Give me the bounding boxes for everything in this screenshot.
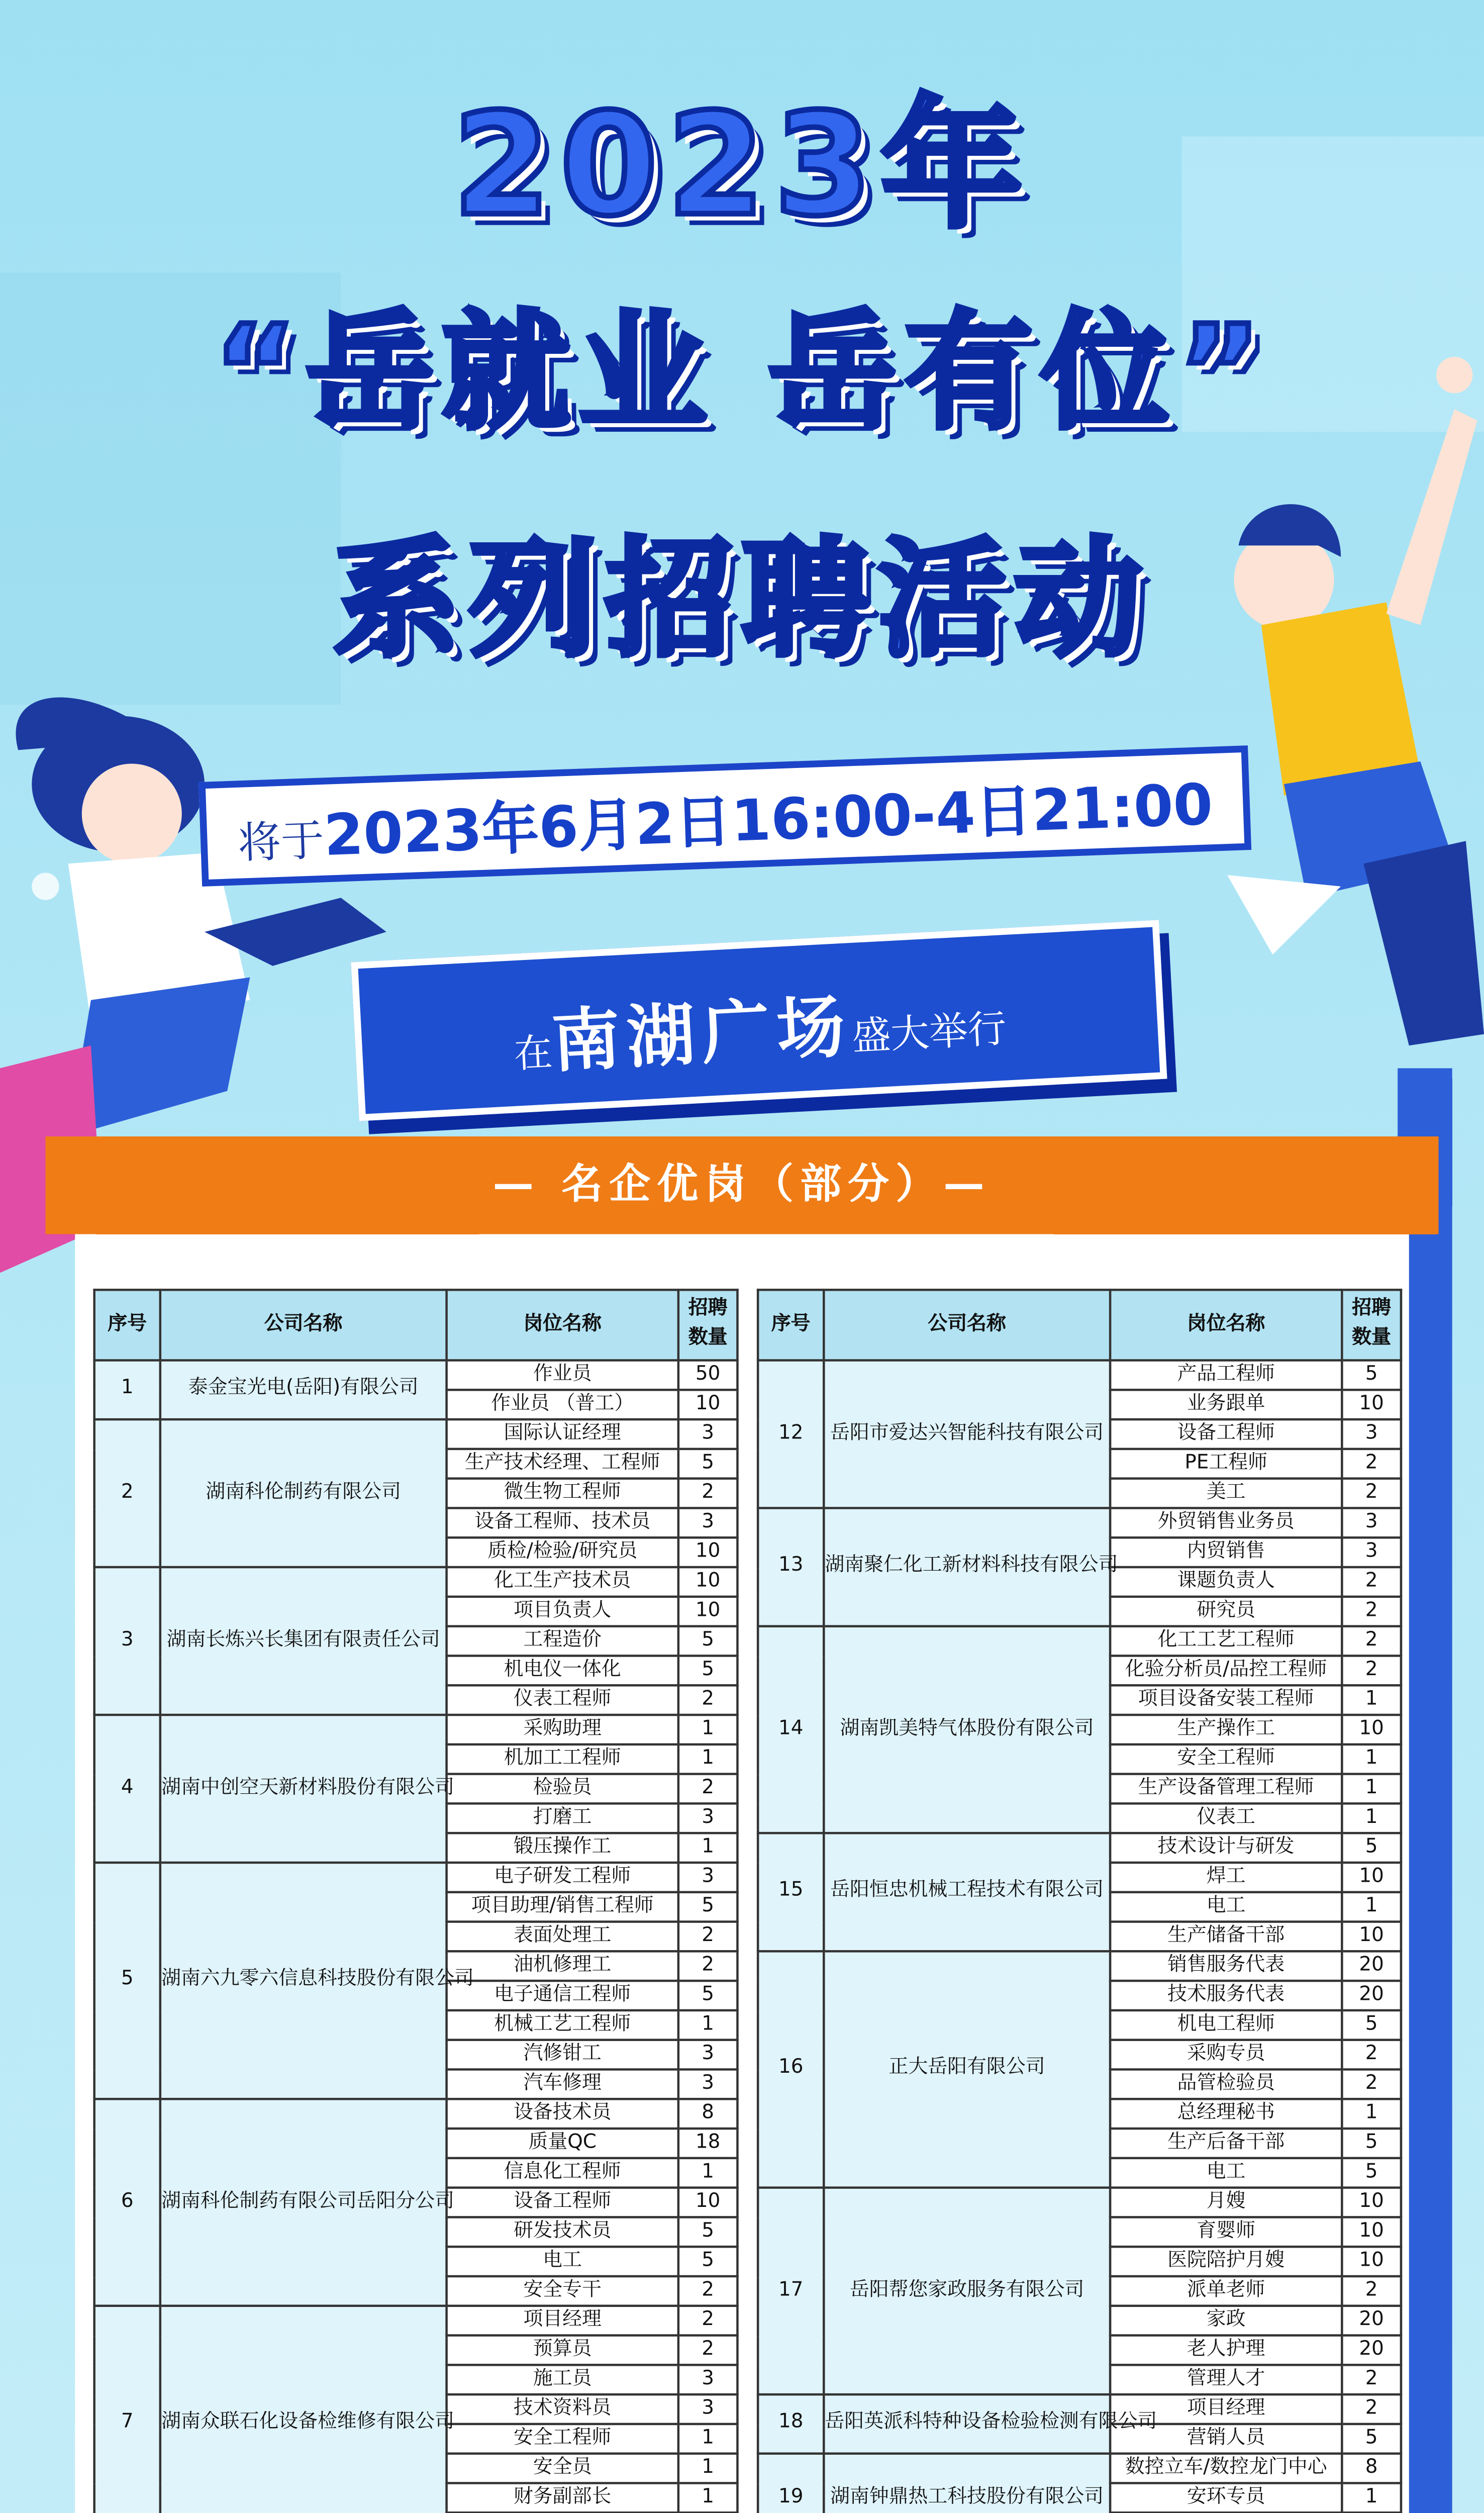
count-cell: 1: [1342, 2483, 1401, 2513]
count-cell: 8: [678, 2099, 738, 2129]
position-cell: 设备工程师、技术员: [447, 1508, 678, 1537]
count-cell: 1: [1342, 1774, 1401, 1804]
seq-cell: 6: [94, 2099, 160, 2306]
count-cell: 18: [678, 2129, 738, 2158]
count-cell: 5: [678, 2247, 738, 2276]
position-cell: 管理人才: [1110, 2365, 1342, 2394]
count-cell: 1: [678, 1745, 738, 1774]
position-cell: 采购专员: [1110, 2040, 1342, 2070]
count-cell: 2: [678, 2336, 738, 2365]
count-cell: 2: [678, 1951, 738, 1981]
position-cell: 营销人员: [1110, 2424, 1342, 2454]
count-cell: 1: [678, 1715, 738, 1745]
count-cell: 10: [678, 2188, 738, 2217]
count-cell: 10: [1342, 1922, 1401, 1952]
position-cell: 机加工工程师: [447, 1745, 678, 1774]
position-cell: 生产设备管理工程师: [1110, 1774, 1342, 1804]
count-cell: 10: [1342, 1863, 1401, 1892]
table-header-row: [94, 1290, 738, 1360]
count-cell: 2: [678, 1774, 738, 1804]
company-cell: 岳阳帮您家政服务有限公司: [824, 2188, 1110, 2395]
seq-cell: 5: [94, 1863, 160, 2099]
count-cell: 2: [1342, 2394, 1401, 2424]
venue-line: [359, 954, 1159, 1096]
count-cell: 5: [678, 2217, 738, 2247]
position-cell: 财务副部长: [447, 2483, 678, 2513]
count-cell: 5: [1342, 1361, 1401, 1390]
table-row: [94, 1361, 738, 1390]
position-cell: 项目助理/销售工程师: [447, 1892, 678, 1922]
position-cell: 化工工艺工程师: [1110, 1626, 1342, 1656]
position-cell: 生产技术经理、工程师: [447, 1449, 678, 1479]
count-cell: 5: [678, 1892, 738, 1922]
count-cell: 10: [678, 1537, 738, 1567]
section-banner: — 名企优岗（部分）—: [45, 1136, 1438, 1234]
position-cell: 机电工程师: [1110, 2010, 1342, 2040]
position-cell: 信息化工程师: [447, 2158, 678, 2188]
position-cell: 项目设备安装工程师: [1110, 1685, 1342, 1715]
person-right-illustration: [1227, 357, 1484, 1045]
table-row: [94, 2099, 738, 2129]
count-cell: 2: [1342, 1597, 1401, 1626]
position-cell: 项目经理: [447, 2306, 678, 2336]
count-cell: 1: [1342, 1685, 1401, 1715]
position-cell: 派单老师: [1110, 2276, 1342, 2306]
position-cell: 品管检验员: [1110, 2069, 1342, 2099]
count-cell: 10: [678, 1390, 738, 1419]
company-cell: 岳阳英派科特种设备检验检测有限公司: [824, 2394, 1110, 2454]
position-cell: 安全专干: [447, 2276, 678, 2306]
position-cell: 生产后备干部: [1110, 2129, 1342, 2158]
position-cell: 机械工艺工程师: [447, 2010, 678, 2040]
seq-cell: 4: [94, 1715, 160, 1863]
count-cell: 1: [1342, 1803, 1401, 1833]
position-cell: 微生物工程师: [447, 1479, 678, 1508]
table-row: [758, 1951, 1401, 1981]
position-cell: 产品工程师: [1110, 1361, 1342, 1390]
company-cell: 湖南科伦制药有限公司: [160, 1419, 447, 1567]
date-value: 2023年6月2日16:00-4日21:00: [323, 771, 1214, 869]
count-cell: 10: [1342, 2247, 1401, 2276]
count-cell: 2: [678, 2276, 738, 2306]
count-cell: 3: [678, 2365, 738, 2394]
position-cell: 家政: [1110, 2306, 1342, 2336]
position-cell: 技术设计与研发: [1110, 1833, 1342, 1863]
position-cell: 电子研发工程师: [447, 1863, 678, 1892]
venue-place: 南湖广场: [550, 988, 854, 1084]
count-cell: 50: [678, 1361, 738, 1390]
table-row: [94, 1567, 738, 1597]
seq-cell: 2: [94, 1419, 160, 1567]
title-year: 2023年: [452, 81, 1032, 248]
position-cell: 电工: [1110, 2158, 1342, 2188]
position-cell: 打磨工: [447, 1803, 678, 1833]
position-cell: 老人护理: [1110, 2336, 1342, 2365]
position-cell: 技术资料员: [447, 2394, 678, 2424]
table-row: [94, 1419, 738, 1449]
count-cell: 5: [678, 1656, 738, 1685]
header-seq: 序号: [758, 1290, 824, 1360]
position-cell: 月嫂: [1110, 2188, 1342, 2217]
company-cell: 湖南众联石化设备检维修有限公司: [160, 2306, 447, 2513]
table-row: [758, 2394, 1401, 2424]
position-cell: 汽车修理: [447, 2069, 678, 2099]
position-cell: 生产储备干部: [1110, 1922, 1342, 1952]
header-position: 岗位名称: [1110, 1290, 1342, 1360]
count-cell: 3: [1342, 1537, 1401, 1567]
table-row: [758, 1833, 1401, 1863]
count-cell: 2: [1342, 2365, 1401, 2394]
company-cell: 湖南聚仁化工新材料科技有限公司: [824, 1508, 1110, 1626]
seq-cell: 18: [758, 2394, 824, 2454]
count-cell: 10: [678, 1567, 738, 1597]
position-cell: 设备工程师: [1110, 1419, 1342, 1449]
position-cell: 业务跟单: [1110, 1390, 1342, 1419]
count-cell: 5: [1342, 2158, 1401, 2188]
position-cell: 作业员 （普工）: [447, 1390, 678, 1419]
company-cell: 湖南凯美特气体股份有限公司: [824, 1626, 1110, 1833]
count-cell: 5: [1342, 2010, 1401, 2040]
count-cell: 3: [1342, 1508, 1401, 1537]
position-cell: 课题负责人: [1110, 1567, 1342, 1597]
position-cell: 内贸销售: [1110, 1537, 1342, 1567]
position-cell: 检验员: [447, 1774, 678, 1804]
table-row: [758, 1508, 1401, 1537]
seq-cell: 17: [758, 2188, 824, 2395]
count-cell: 1: [1342, 1745, 1401, 1774]
seq-cell: 14: [758, 1626, 824, 1833]
position-cell: 医院陪护月嫂: [1110, 2247, 1342, 2276]
count-cell: 5: [678, 1981, 738, 2010]
count-cell: 3: [678, 2040, 738, 2070]
count-cell: 2: [1342, 2040, 1401, 2070]
count-cell: 5: [1342, 2129, 1401, 2158]
position-cell: 锻压操作工: [447, 1833, 678, 1863]
position-cell: 化工生产技术员: [447, 1567, 678, 1597]
position-cell: 采购助理: [447, 1715, 678, 1745]
header-count: 招聘数量: [1342, 1290, 1401, 1360]
position-cell: 总经理秘书: [1110, 2099, 1342, 2129]
company-cell: 湖南六九零六信息科技股份有限公司: [160, 1863, 447, 2099]
position-cell: 焊工: [1110, 1863, 1342, 1892]
position-cell: 数控立车/数控龙门中心: [1110, 2454, 1342, 2483]
position-cell: 表面处理工: [447, 1922, 678, 1952]
date-prefix: 将于: [237, 816, 325, 869]
count-cell: 20: [1342, 1981, 1401, 2010]
position-cell: 汽修钳工: [447, 2040, 678, 2070]
position-cell: 质量QC: [447, 2129, 678, 2158]
count-cell: 1: [1342, 1892, 1401, 1922]
count-cell: 3: [1342, 1419, 1401, 1449]
position-cell: 预算员: [447, 2336, 678, 2365]
count-cell: 3: [678, 1863, 738, 1892]
company-cell: 湖南长炼兴长集团有限责任公司: [160, 1567, 447, 1715]
count-cell: 1: [1342, 2099, 1401, 2129]
position-cell: 外贸销售业务员: [1110, 1508, 1342, 1537]
header-seq: 序号: [94, 1290, 160, 1360]
venue-prefix: 在: [513, 1031, 554, 1079]
count-cell: 5: [678, 1449, 738, 1479]
count-cell: 5: [678, 1626, 738, 1656]
table-row: [94, 2306, 738, 2336]
position-cell: 作业员: [447, 1361, 678, 1390]
seq-cell: 12: [758, 1361, 824, 1508]
position-cell: 生产操作工: [1110, 1715, 1342, 1745]
count-cell: 2: [1342, 1449, 1401, 1479]
position-cell: 国际认证经理: [447, 1419, 678, 1449]
count-cell: 3: [678, 1803, 738, 1833]
title-slogan: “岳就业 岳有位”: [213, 300, 1271, 448]
jobs-table-right: [757, 1289, 1402, 2513]
count-cell: 2: [1342, 2276, 1401, 2306]
position-cell: 安全工程师: [447, 2424, 678, 2454]
company-cell: 岳阳恒忠机械工程技术有限公司: [824, 1833, 1110, 1951]
position-cell: 育婴师: [1110, 2217, 1342, 2247]
position-cell: 化验分析员/品控工程师: [1110, 1656, 1342, 1685]
position-cell: 机电仪一体化: [447, 1656, 678, 1685]
count-cell: 5: [1342, 2424, 1401, 2454]
count-cell: 1: [678, 2158, 738, 2188]
count-cell: 2: [1342, 2069, 1401, 2099]
count-cell: 2: [1342, 1656, 1401, 1685]
count-cell: 3: [678, 1508, 738, 1537]
header-position: 岗位名称: [447, 1290, 678, 1360]
position-cell: 美工: [1110, 1479, 1342, 1508]
table-header-row: [758, 1290, 1401, 1360]
count-cell: 3: [678, 1419, 738, 1449]
count-cell: 1: [678, 2010, 738, 2040]
table-row: [94, 1715, 738, 1745]
seq-cell: 1: [94, 1361, 160, 1420]
position-cell: 安全工程师: [1110, 1745, 1342, 1774]
header-count: 招聘数量: [678, 1290, 738, 1360]
count-cell: 10: [1342, 2217, 1401, 2247]
position-cell: 研究员: [1110, 1597, 1342, 1626]
count-cell: 20: [1342, 2306, 1401, 2336]
header-company: 公司名称: [160, 1290, 447, 1360]
count-cell: 10: [678, 1597, 738, 1626]
position-cell: PE工程师: [1110, 1449, 1342, 1479]
seq-cell: 13: [758, 1508, 824, 1626]
company-cell: 岳阳市爱达兴智能科技有限公司: [824, 1361, 1110, 1508]
position-cell: 设备工程师: [447, 2188, 678, 2217]
company-cell: 湖南钟鼎热工科技股份有限公司: [824, 2454, 1110, 2513]
count-cell: 2: [678, 1685, 738, 1715]
seq-cell: 19: [758, 2454, 824, 2513]
seq-cell: 15: [758, 1833, 824, 1951]
position-cell: 电子通信工程师: [447, 1981, 678, 2010]
company-cell: 泰金宝光电(岳阳)有限公司: [160, 1361, 447, 1420]
position-cell: 施工员: [447, 2365, 678, 2394]
position-cell: 项目负责人: [447, 1597, 678, 1626]
count-cell: 20: [1342, 2336, 1401, 2365]
position-cell: 仪表工程师: [447, 1685, 678, 1715]
position-cell: 电工: [1110, 1892, 1342, 1922]
company-cell: 湖南科伦制药有限公司岳阳分公司: [160, 2099, 447, 2306]
position-cell: 电工: [447, 2247, 678, 2276]
venue-suffix: 盛大举行: [851, 1007, 1008, 1061]
count-cell: 2: [1342, 1567, 1401, 1597]
count-cell: 2: [1342, 1626, 1401, 1656]
position-cell: 油机修理工: [447, 1951, 678, 1981]
position-cell: 仪表工: [1110, 1803, 1342, 1833]
position-cell: 安环专员: [1110, 2483, 1342, 2513]
position-cell: 研发技术员: [447, 2217, 678, 2247]
table-row: [758, 2454, 1401, 2483]
header-company: 公司名称: [824, 1290, 1110, 1360]
count-cell: 2: [678, 1922, 738, 1952]
count-cell: 3: [678, 2394, 738, 2424]
jobs-table-left: [93, 1289, 738, 2513]
position-cell: 技术服务代表: [1110, 1981, 1342, 2010]
count-cell: 2: [678, 1479, 738, 1508]
count-cell: 1: [678, 2424, 738, 2454]
count-cell: 2: [1342, 1479, 1401, 1508]
table-row: [758, 1361, 1401, 1390]
position-cell: 工程造价: [447, 1626, 678, 1656]
position-cell: 销售服务代表: [1110, 1951, 1342, 1981]
count-cell: 1: [678, 2483, 738, 2513]
position-cell: 质检/检验/研究员: [447, 1537, 678, 1567]
table-row: [94, 1863, 738, 1892]
position-cell: 设备技术员: [447, 2099, 678, 2129]
count-cell: 1: [678, 2454, 738, 2483]
count-cell: 20: [1342, 1951, 1401, 1981]
count-cell: 1: [678, 1833, 738, 1863]
count-cell: 10: [1342, 1390, 1401, 1419]
count-cell: 8: [1342, 2454, 1401, 2483]
company-cell: 正大岳阳有限公司: [824, 1951, 1110, 2187]
position-cell: 项目经理: [1110, 2394, 1342, 2424]
title-event: 系列招聘活动: [333, 527, 1151, 675]
table-row: [758, 2188, 1401, 2217]
count-cell: 2: [678, 2306, 738, 2336]
count-cell: 10: [1342, 2188, 1401, 2217]
seq-cell: 16: [758, 1951, 824, 2187]
table-row: [758, 1626, 1401, 1656]
seq-cell: 3: [94, 1567, 160, 1715]
count-cell: 10: [1342, 1715, 1401, 1745]
count-cell: 5: [1342, 1833, 1401, 1863]
seq-cell: 7: [94, 2306, 160, 2513]
count-cell: 3: [678, 2069, 738, 2099]
position-cell: 安全员: [447, 2454, 678, 2483]
company-cell: 湖南中创空天新材料股份有限公司: [160, 1715, 447, 1863]
